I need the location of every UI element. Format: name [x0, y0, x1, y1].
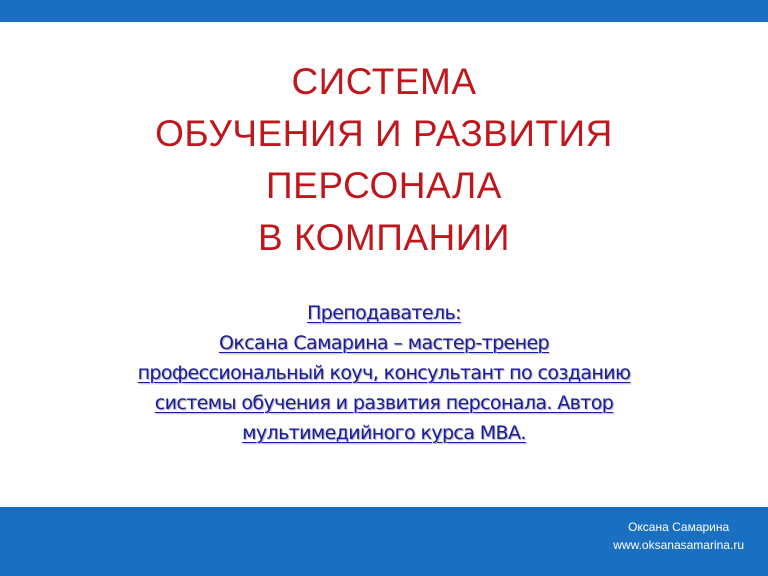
footer-credits [613, 518, 744, 554]
title-line: СИСТЕМА [291, 61, 477, 102]
teacher-heading: Преподаватель: [307, 302, 461, 324]
title-line: ПЕРСОНАЛА [266, 165, 502, 206]
footer-author-name: Оксана Самарина [628, 520, 730, 534]
top-accent-bar [0, 0, 768, 22]
teacher-description-line: профессиональный коуч, консультант по созданию [137, 362, 631, 384]
footer-website: www.oksanasamarina.ru [613, 538, 744, 552]
teacher-description-line: Оксана Самарина – мастер-тренер [218, 332, 550, 354]
teacher-info [0, 298, 768, 448]
teacher-description-line: мультимедийного курса МВА. [242, 422, 526, 444]
title-line: В КОМПАНИИ [258, 217, 510, 258]
slide-title [0, 56, 768, 264]
teacher-description-line: системы обучения и развития персонала. Автор [154, 392, 614, 414]
title-line: ОБУЧЕНИЯ И РАЗВИТИЯ [155, 113, 613, 154]
